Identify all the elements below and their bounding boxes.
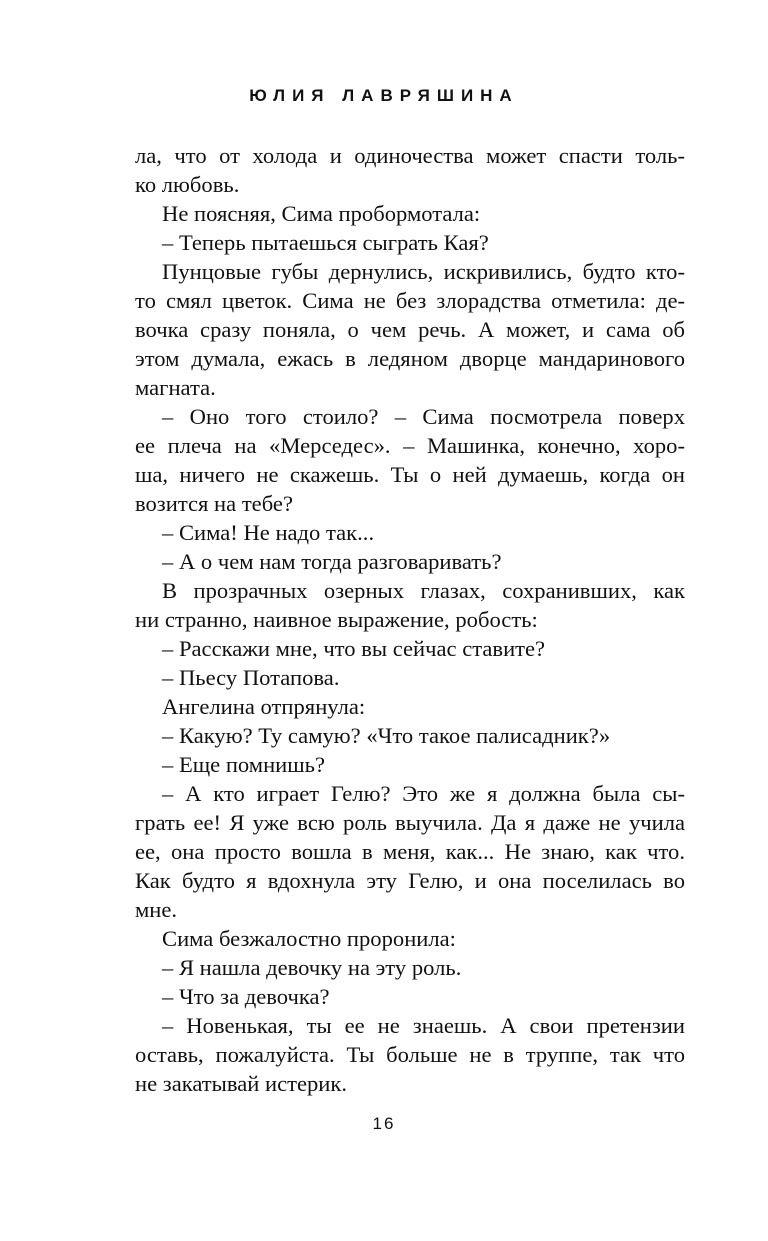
text-line: вочка сразу поняла, о чем речь. А может, и сама об xyxy=(135,317,685,342)
text-line: – Сима! Не надо так... xyxy=(162,520,375,545)
page-number: 16 xyxy=(372,1114,396,1133)
text-line: ее плеча на «Мерседес». – Машинка, конечно, хоро- xyxy=(135,433,685,458)
text-line: – Теперь пытаешься сыграть Кая? xyxy=(162,230,489,255)
text-line: магната. xyxy=(135,375,216,400)
text-line: ее, она просто вошла в меня, как... Не знаю, как что. xyxy=(135,839,685,864)
running-head-author: ЮЛИЯ ЛАВРЯШИНА xyxy=(249,86,519,105)
text-line: Не поясняя, Сима пробормотала: xyxy=(162,201,481,226)
text-line: – Пьесу Потапова. xyxy=(162,665,340,690)
text-line: Как будто я вдохнула эту Гелю, и она поселилась во xyxy=(135,868,685,893)
text-line: – Оно того стоило? – Сима посмотрела поверх xyxy=(162,404,685,429)
text-line: мне. xyxy=(135,897,178,922)
text-line: – Еще помнишь? xyxy=(162,752,325,777)
text-line: Ангелина отпрянула: xyxy=(162,694,366,719)
text-line: – А о чем нам тогда разговаривать? xyxy=(162,549,502,574)
text-line: – Новенькая, ты ее не знаешь. А свои претензии xyxy=(162,1013,685,1038)
text-line: возится на тебе? xyxy=(135,491,293,516)
text-line: Пунцовые губы дернулись, искривились, будто кто- xyxy=(162,259,685,284)
text-line: ко любовь. xyxy=(135,172,240,197)
body-text xyxy=(135,141,685,1098)
text-line: ла, что от холода и одиночества может спасти толь- xyxy=(135,143,685,168)
text-line: не закатывай истерик. xyxy=(135,1071,348,1096)
text-line: этом думала, ежась в ледяном дворце мандаринового xyxy=(135,346,685,371)
text-line: Сима безжалостно проронила: xyxy=(162,926,456,951)
text-line: ни странно, наивное выражение, робость: xyxy=(135,607,538,632)
text-line: – Я нашла девочку на эту роль. xyxy=(162,955,462,980)
text-line: – А кто играет Гелю? Это же я должна была сы- xyxy=(162,781,685,806)
text-line: – Что за девочка? xyxy=(162,984,330,1009)
text-line: оставь, пожалуйста. Ты больше не в труппе, так что xyxy=(135,1042,685,1067)
text-line: грать ее! Я уже всю роль выучила. Да я даже не учила xyxy=(135,810,685,835)
text-line: – Какую? Ту самую? «Что такое палисадник?» xyxy=(162,723,611,748)
text-line: В прозрачных озерных глазах, сохранивших, как xyxy=(162,578,685,603)
text-line: – Расскажи мне, что вы сейчас ставите? xyxy=(162,636,546,661)
text-line: ша, ничего не скажешь. Ты о ней думаешь, когда он xyxy=(135,462,685,487)
text-line: то смял цветок. Сима не без злорадства отметила: де- xyxy=(135,288,685,313)
